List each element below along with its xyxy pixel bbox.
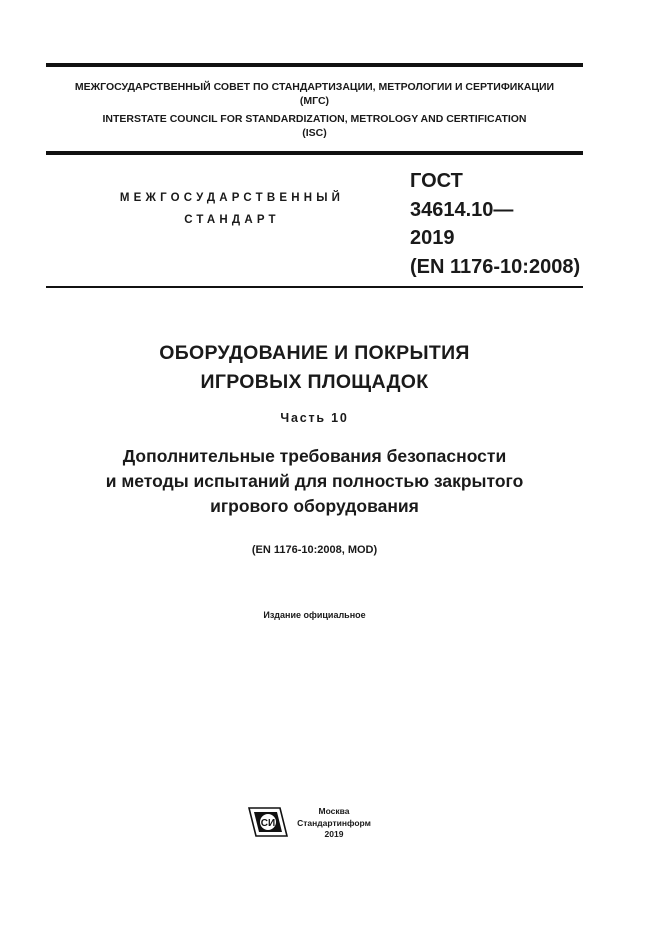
designation-en-ref: (EN 1176-10:2008)	[410, 255, 581, 278]
document-title-line2: ИГРОВЫХ ПЛОЩАДОК	[200, 371, 429, 393]
designation-prefix: ГОСТ	[410, 170, 463, 192]
subtitle-line1: Дополнительные требования безопасности	[122, 446, 507, 466]
council-abbr-en: (ISC)	[302, 127, 327, 139]
subtitle-line2: и методы испытаний для полностью закрытого	[105, 471, 524, 491]
standard-kind-line2: СТАНДАРТ	[184, 214, 280, 226]
publisher-name: Стандартинформ	[297, 817, 371, 828]
logo-lettering: СИ	[260, 818, 276, 829]
document-title-line1: ОБОРУДОВАНИЕ И ПОКРЫТИЯ	[159, 342, 470, 364]
designation-number: 34614.10—	[410, 198, 514, 221]
standard-kind	[108, 187, 356, 231]
council-bottom-rule	[46, 151, 583, 155]
header-bottom-rule	[46, 286, 583, 288]
council-abbr-ru: (МГС)	[299, 95, 330, 107]
standard-kind-line1: МЕЖГОСУДАРСТВЕННЫЙ	[119, 192, 345, 204]
standartinform-logo-icon	[248, 804, 288, 840]
publisher-city: Москва	[318, 806, 350, 816]
edition-label: Издание официальное	[263, 610, 366, 620]
publisher-block	[296, 806, 372, 841]
top-rule	[46, 63, 583, 67]
part-number: Часть 10	[280, 411, 349, 425]
council-name-ru: МЕЖГОСУДАРСТВЕННЫЙ СОВЕТ ПО СТАНДАРТИЗАЦИИ, МЕТРОЛОГИИ И СЕРТИФИКАЦИИ	[74, 81, 555, 93]
council-name-en: INTERSTATE COUNCIL FOR STANDARDIZATION, METROLOGY AND CERTIFICATION	[102, 113, 527, 125]
publisher-year: 2019	[324, 829, 344, 839]
subtitle-line3: игрового оборудования	[210, 496, 419, 516]
designation-year: 2019	[410, 227, 455, 249]
equivalence-note: (EN 1176-10:2008, MOD)	[251, 544, 378, 556]
standard-designation	[410, 167, 590, 281]
